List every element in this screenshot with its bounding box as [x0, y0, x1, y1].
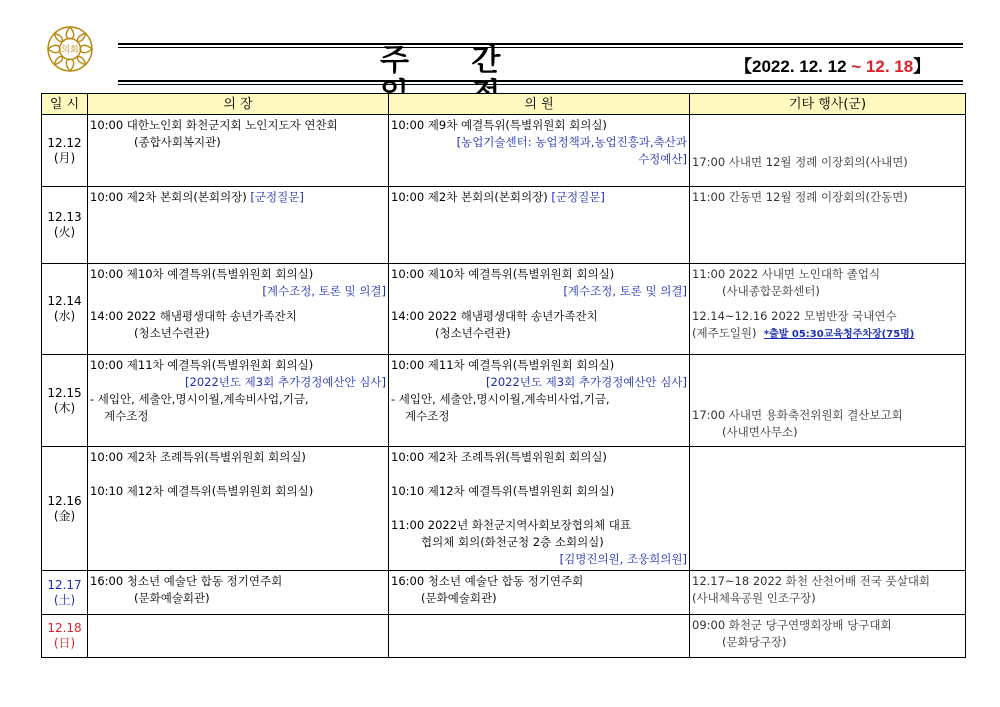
header-rule-bottom [118, 80, 963, 82]
members-cell [389, 615, 690, 658]
svg-text:의회: 의회 [61, 45, 79, 56]
council-seal-logo [45, 24, 95, 74]
col-header-date: 일 시 [42, 94, 88, 115]
chair-cell: 10:00 제2차 조례특위(특별위원회 회의실) 10:10 제12차 예결특위(특별위원회 회의실) [88, 447, 389, 571]
date-cell: 12.15 (木) [42, 355, 88, 447]
chair-cell: 10:00 제10차 예결특위(특별위원회 회의실) [계수조정, 토론 및 의결] 14:00 2022 해냄평생대학 송년가족잔치 (청소년수련관) [88, 264, 389, 355]
members-cell: 10:00 제10차 예결특위(특별위원회 회의실) [계수조정, 토론 및 의결] 14:00 2022 해냄평생대학 송년가족잔치 (청소년수련관) [389, 264, 690, 355]
other-cell: 11:00 간동면 12월 정례 이장회의(간동면) [690, 187, 966, 264]
members-cell: 10:00 제2차 본회의(본회의장) [군정질문] [389, 187, 690, 264]
other-cell: 09:00 화천군 당구연맹회장배 당구대회 (문화당구장) [690, 615, 966, 658]
members-cell: 10:00 제2차 조례특위(특별위원회 회의실) 10:10 제12차 예결특위(특별위원회 회의실) 11:00 2022년 화천군지역사회보장협의체 대표 협의체 회의(화천군청 2층 소회의실) [김명진의원, 조웅희의원] [389, 447, 690, 571]
table-row [42, 187, 966, 264]
date-cell: 12.12 (月) [42, 115, 88, 187]
table-row [42, 447, 966, 571]
header-rule-bottom-thin [118, 84, 963, 85]
other-cell: 17:00 사내면 12월 정례 이장회의(사내면) [690, 115, 966, 187]
chair-cell: 10:00 제11차 예결특위(특별위원회 회의실) [2022년도 제3회 추가경정예산안 심사] - 세입안, 세출안,명시이월,계속비사업,기금, 계수조정 [88, 355, 389, 447]
date-cell: 12.18 (日) [42, 615, 88, 658]
page-title: 주 간 [380, 43, 527, 78]
chair-cell [88, 615, 389, 658]
col-header-chair: 의 장 [88, 94, 389, 115]
members-cell: 10:00 제9차 예결특위(특별위원회 회의실) [농업기술센터: 농업정책과,농업진흥과,축산과 수정예산] [389, 115, 690, 187]
other-cell: 11:00 2022 사내면 노인대학 졸업식 (사내종합문화센터) 12.14~12.16 2022 모범반장 국내연수 (제주도일원) *출발 05:30교육청주차장(75명) [690, 264, 966, 355]
table-row [42, 355, 966, 447]
date-cell: 12.13 (火) [42, 187, 88, 264]
chair-cell: 10:00 제2차 본회의(본회의장) [군정질문] [88, 187, 389, 264]
members-cell: 16:00 청소년 예술단 합동 정기연주회 (문화예술회관) [389, 571, 690, 615]
date-cell: 12.17 (土) [42, 571, 88, 615]
date-cell: 12.16 (金) [42, 447, 88, 571]
table-row [42, 115, 966, 187]
chair-cell: 16:00 청소년 예술단 합동 정기연주회 (문화예술회관) [88, 571, 389, 615]
col-header-other: 기타 행사(군) [690, 94, 966, 115]
table-row [42, 571, 966, 615]
date-cell: 12.14 (水) [42, 264, 88, 355]
other-cell: 17:00 사내면 용화축전위원회 결산보고회 (사내면사무소) [690, 355, 966, 447]
table-row [42, 264, 966, 355]
weekly-schedule-table [41, 93, 966, 658]
chair-cell: 10:00 대한노인회 화천군지회 노인지도자 연찬회 (종합사회복지관) [88, 115, 389, 187]
other-cell: 12.17~18 2022 화천 산천어배 전국 풋살대회 (사내체육공원 인조구장) [690, 571, 966, 615]
col-header-members: 의 원 [389, 94, 690, 115]
members-cell: 10:00 제11차 예결특위(특별위원회 회의실) [2022년도 제3회 추가경정예산안 심사] - 세입안, 세출안,명시이월,계속비사업,기금, 계수조정 [389, 355, 690, 447]
table-row [42, 615, 966, 658]
other-cell [690, 447, 966, 571]
table-header-row [42, 94, 966, 115]
date-range: 【2022. 12. 12 ~ 12. 18】 [735, 57, 931, 76]
